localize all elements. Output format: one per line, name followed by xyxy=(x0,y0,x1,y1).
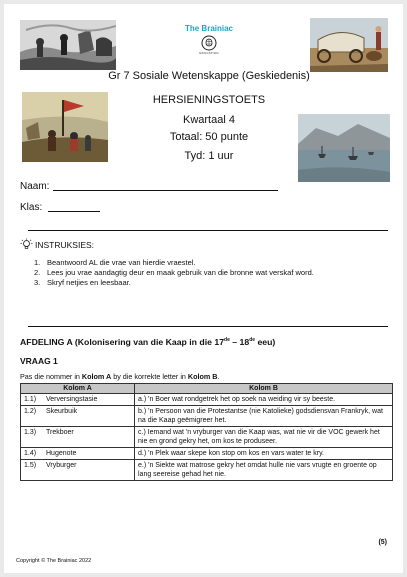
instr-col-a: Kolom A xyxy=(81,372,112,381)
instruction-text: Skryf netjies en leesbaar. xyxy=(47,278,131,287)
item-term: Hugenote xyxy=(46,450,77,457)
column-a-cell xyxy=(21,460,135,481)
matching-table xyxy=(20,383,393,481)
subject-title: Gr 7 Sosiale Wetenskappe (Geskiedenis) xyxy=(108,70,310,82)
section-title-part: eeu) xyxy=(255,337,276,347)
column-b-cell: e.) 'n Siekte wat matrose gekry het omdat hulle nie vars vrugte en groente op lang seereise gehad het nie. xyxy=(135,460,393,481)
instruction-number: 3. xyxy=(34,278,41,287)
name-field-label: Naam: xyxy=(20,181,50,192)
copyright-footer: Copyright © The Brainiac 2022 xyxy=(16,558,92,564)
brand-tagline: EDUCATION xyxy=(199,51,219,55)
item-term: Vryburger xyxy=(46,462,77,469)
table-row xyxy=(21,427,393,448)
test-type-title: HERSIENINGSTOETS xyxy=(152,94,266,106)
column-a-cell xyxy=(21,394,135,406)
item-number: 1.3) xyxy=(24,429,37,436)
table-row xyxy=(21,448,393,460)
section-superscript: de xyxy=(224,337,230,344)
question-marks: (5) xyxy=(378,539,387,546)
instructions-heading xyxy=(20,238,94,251)
name-write-line[interactable] xyxy=(53,190,278,191)
cape-harbour-painting-graphic xyxy=(298,114,390,182)
brand-block xyxy=(156,24,262,55)
column-a-cell xyxy=(21,427,135,448)
instruction-item xyxy=(34,268,384,278)
item-number: 1.1) xyxy=(24,396,37,403)
column-a-header: Kolom A xyxy=(21,384,135,394)
time-allowed-label: Tyd: 1 uur xyxy=(184,150,234,162)
instr-text: by die korrekte letter in xyxy=(111,372,188,381)
lightbulb-icon xyxy=(20,238,33,251)
question-instruction xyxy=(20,372,219,381)
historical-scene-image-top-right xyxy=(310,18,388,72)
item-term: Verversingstasie xyxy=(46,396,98,403)
class-field-label: Klas: xyxy=(20,202,43,213)
engraving-battle-graphic xyxy=(20,20,116,70)
item-term: Trekboer xyxy=(46,429,74,436)
divider-line xyxy=(28,326,388,327)
brand-name: The Brainiac xyxy=(184,24,233,33)
instruction-text: Lees jou vrae aandagtig deur en maak gebruik van die bronne wat verskaf word. xyxy=(47,268,314,277)
instructions-list xyxy=(34,258,384,288)
instructions-heading-text: INSTRUKSIES: xyxy=(35,239,95,250)
item-number: 1.4) xyxy=(24,450,37,457)
section-title-part: AFDELING A (Kolonisering van die Kaap in die 17 xyxy=(20,337,225,347)
table-row xyxy=(21,394,393,406)
table-header-row xyxy=(21,384,393,394)
total-marks-label: Totaal: 50 punte xyxy=(169,131,249,143)
column-b-cell: b.) 'n Persoon van die Protestantse (nie Katolieke) godsdiensvan Frankryk, wat na die Kaap geëmigreer het. xyxy=(135,406,393,427)
column-b-cell: c.) Iemand wat 'n vryburger van die Kaap was, wat nie vir die VOC gewerk het nie en grond gekry het, om kos te produseer. xyxy=(135,427,393,448)
historical-scene-image-top-left xyxy=(20,20,116,70)
instruction-text: Beantwoord AL die vrae van hierdie vraestel. xyxy=(47,258,196,267)
item-term: Skeurbuik xyxy=(46,408,78,415)
instruction-item xyxy=(34,278,384,288)
instruction-number: 1. xyxy=(34,258,41,267)
worksheet-page xyxy=(4,4,403,573)
historical-scene-image-right xyxy=(298,114,390,182)
column-a-cell xyxy=(21,448,135,460)
class-write-line[interactable] xyxy=(48,211,100,212)
table-row xyxy=(21,460,393,481)
table-row xyxy=(21,406,393,427)
ox-wagon-painting-graphic xyxy=(310,18,388,72)
term-label: Kwartaal 4 xyxy=(183,114,235,126)
instruction-item xyxy=(34,258,384,268)
question-1-label: VRAAG 1 xyxy=(20,356,58,366)
column-a-cell xyxy=(21,406,135,427)
divider-line xyxy=(28,230,388,231)
item-number: 1.2) xyxy=(24,408,37,415)
column-b-cell: a.) 'n Boer wat rondgetrek het op soek na weiding vir sy beeste. xyxy=(135,394,393,406)
column-b-header: Kolom B xyxy=(135,384,393,394)
item-number: 1.5) xyxy=(24,462,37,469)
instr-text: . xyxy=(217,372,220,381)
section-a-heading xyxy=(20,337,275,347)
instr-text: Pas die nommer in xyxy=(20,372,82,381)
column-b-cell: d.) 'n Plek waar skepe kon stop om kos en vars water te kry. xyxy=(135,448,393,460)
section-superscript: de xyxy=(249,337,256,344)
instr-col-b: Kolom B xyxy=(187,372,218,381)
instruction-number: 2. xyxy=(34,268,41,277)
section-title-part: – 18 xyxy=(229,337,250,347)
brainiac-logo-icon xyxy=(201,35,217,51)
